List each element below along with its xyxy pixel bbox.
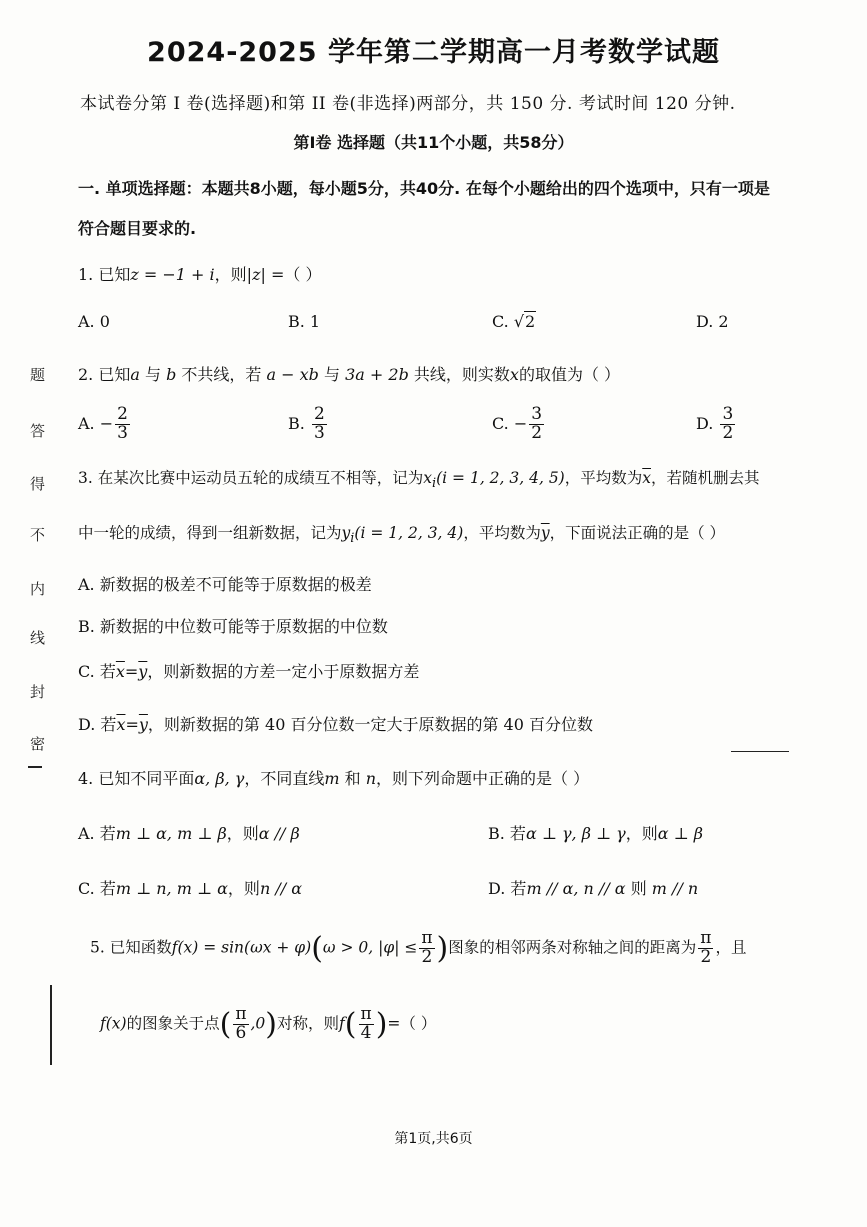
q2-option-a: A. − $\frac{2}{3}$ xyxy=(78,404,128,443)
q2-option-c: C. − $\frac{3}{2}$ xyxy=(492,404,543,443)
q2-option-b: B. $\frac{2}{3}$ xyxy=(288,404,325,443)
q1-option-a: A. 0 xyxy=(78,312,110,331)
page-footer: 第1页,共6页 xyxy=(394,1131,473,1147)
question-5-line-1: 5. 已知函数f(x) = sin(ωx + φ)(ω > 0, |φ| ≤ $\frac{\pi}{2}$ )图象的相邻两条对称轴之间的距离为 $\frac{\pi}{2}$ ，且 xyxy=(90,928,747,967)
question-4: 4. 已知不同平面α, β, γ，不同直线m 和 n，则下列命题中正确的是（ ） xyxy=(78,769,590,788)
q4-option-c: C. 若m ⊥ n, m ⊥ α，则n // α xyxy=(78,879,302,898)
vector-a: a xyxy=(130,365,140,384)
q4-option-a: A. 若m ⊥ α, m ⊥ β，则α // β xyxy=(78,824,300,843)
margin-char: 得 xyxy=(30,475,46,493)
binding-line xyxy=(50,985,52,1065)
q4-option-d: D. 若m // α, n // α 则 m // n xyxy=(488,879,699,898)
margin-char: 密 xyxy=(30,735,46,753)
margin-char: 封 xyxy=(30,683,46,701)
margin-char: 题 xyxy=(30,366,46,384)
q3-option-c: C. 若$\overline{x}=\overline{y}$，则新数据的方差一定小于原数据方差 xyxy=(78,662,420,681)
margin-char: 不 xyxy=(30,526,46,544)
q3-option-b: B. 新数据的中位数可能等于原数据的中位数 xyxy=(78,617,388,636)
section-title: 第I卷 选择题（共11个小题，共58分） xyxy=(293,133,574,152)
instruction-line-2: 符合题目要求的. xyxy=(78,219,197,238)
q1-option-b: B. 1 xyxy=(288,312,321,331)
q1-option-c: C. √2 xyxy=(492,312,536,331)
margin-char: 内 xyxy=(30,580,46,598)
question-2: 2. 已知a 与 b 不共线，若 a − xb 与 3a + 2b 共线，则实数x的取值为（ ） xyxy=(78,365,621,384)
question-5-line-2: f(x)的图象关于点( $\frac{\pi}{6}$ ,0)对称，则f( $\frac{\pi}{4}$ )=（ ） xyxy=(100,1004,437,1043)
question-3-line-1: 3. 在某次比赛中运动员五轮的成绩互不相等，记为$x_i(i = 1$, 2, 3, 4, 5)，平均数为$\overline{x}$，若随机删去其 xyxy=(78,469,760,492)
exam-subtitle: 本试卷分第 I 卷(选择题)和第 II 卷(非选择)两部分，共 150 分. 考试时间 120 分钟. xyxy=(80,94,736,114)
margin-char: 线 xyxy=(30,629,46,647)
question-1: 1. 已知z = −1 + i，则|z| =（ ） xyxy=(78,265,322,284)
vector-b: b xyxy=(166,365,177,384)
margin-char: 答 xyxy=(30,422,46,440)
instruction-line-1: 一. 单项选择题：本题共8小题，每小题5分，共40分. 在每个小题给出的四个选项中，只有一项是 xyxy=(78,179,770,198)
scan-line xyxy=(731,751,789,752)
question-3-line-2: 中一轮的成绩，得到一组新数据，记为$y_i(i = 1$, 2, 3, 4)，平均数为$\overline{y}$，下面说法正确的是（ ） xyxy=(78,524,726,547)
q3-option-d: D. 若$\overline{x}=\overline{y}$，则新数据的第 40 百分位数一定大于原数据的第 40 百分位数 xyxy=(78,715,593,734)
exam-title: 2024-2025 学年第二学期高一月考数学试题 xyxy=(147,37,720,68)
q4-option-b: B. 若α ⊥ γ, β ⊥ γ，则α ⊥ β xyxy=(488,824,704,843)
q3-option-a: A. 新数据的极差不可能等于原数据的极差 xyxy=(78,575,372,594)
q1-option-d: D. 2 xyxy=(696,312,729,331)
margin-mark xyxy=(28,766,42,768)
q2-option-d: D. $\frac{3}{2}$ xyxy=(696,404,734,443)
